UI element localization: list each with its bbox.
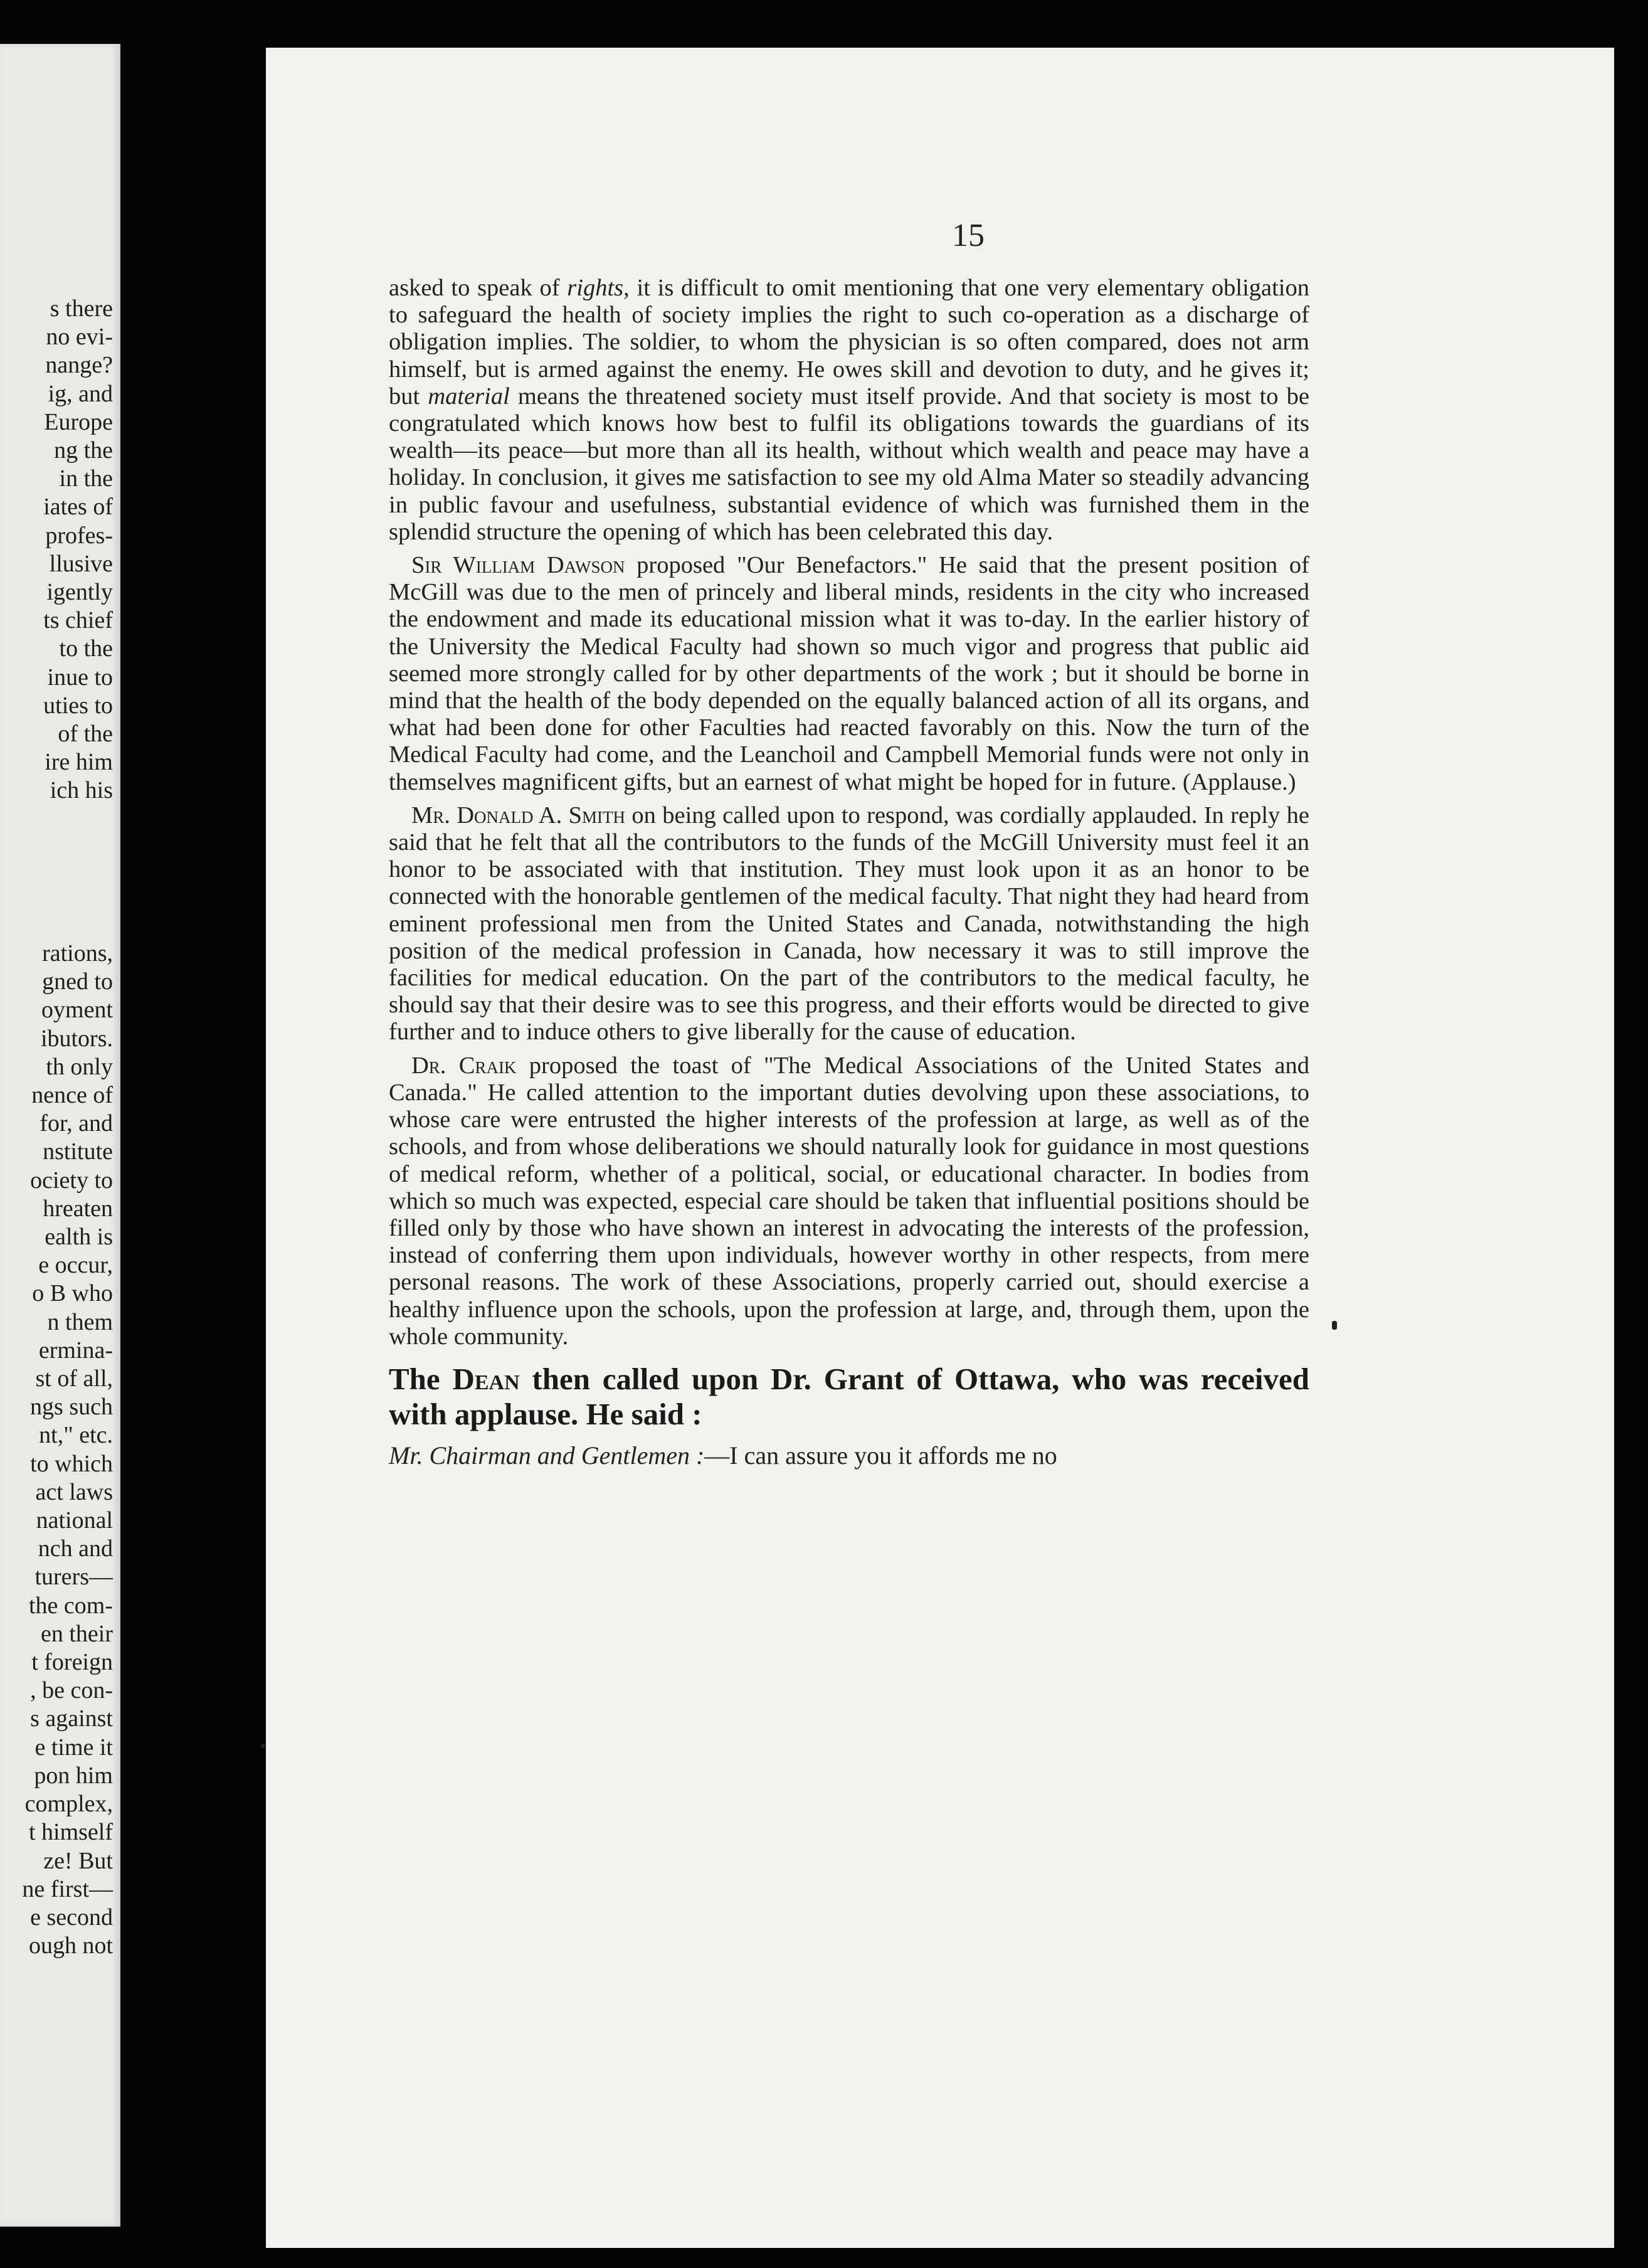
book-gutter xyxy=(120,25,266,2245)
scan-dot xyxy=(261,1744,265,1748)
facing-page-line: ociety to xyxy=(30,1167,113,1194)
facing-page-line: to the xyxy=(59,635,113,662)
facing-page-line: ough not xyxy=(28,1932,113,1959)
facing-page-line: ne first— xyxy=(22,1875,113,1902)
paragraph-toast-reply: asked to speak of rights, it is difficult to omit mentioning that one very elementary obligation to safeguard the health of society implies the right to such co-operation as a discharge of obligation implies. The soldier, to whom the physician is so often compared, does not arm himself, but is armed against the enemy. He owes skill and devotion to duty, and he gives it; but material means the threatened society must itself provide. And that society is most to be congratulated which knows how best to fulfil its obligations towards the guardians of its wealth—its peace—but more than all its health, without which wealth and peace may have a holiday. In conclusion, it gives me satisfaction to see my old Alma Mater so steadily advancing in public favour and usefulness, substantial evidence of which was furnished them in the splendid structure the opening of which has been celebrated this day. xyxy=(389,275,1310,545)
facing-page-line: s there xyxy=(50,295,113,322)
speaker-name: Dr. Craik xyxy=(411,1052,517,1079)
facing-page-line: national xyxy=(36,1507,113,1534)
facing-page-line: Europe xyxy=(44,408,113,435)
facing-page-line: ig, and xyxy=(48,380,113,407)
page-number: 15 xyxy=(952,218,985,253)
facing-page-line: hreaten xyxy=(43,1195,113,1222)
facing-page-line: nch and xyxy=(38,1535,113,1562)
facing-page-line: complex, xyxy=(24,1791,113,1818)
paragraph-dean-announcement: The Dean then called upon Dr. Grant of Ottawa, who was received with applause. He said : xyxy=(389,1361,1310,1431)
paragraph-craik: Dr. Craik proposed the toast of "The Medical Associations of the United States and Canada." He called attention to the important duties devolving upon these associations, to whose care were entrusted the higher interests of the profession at large, as well as of the schools, and from whose deliberations we should naturally look for guidance in most questions of medical reform, whether of a political, social, or educational character. In bodies from which so much was expected, especial care should be taken that influential positions should be filled only by those who have shown an interest in advocating the interests of the profession, instead of conferring them upon individuals, however worthy in other respects, from mere personal reasons. The work of these Associations, properly carried out, should exercise a healthy influence upon the schools, upon the profession at large, and, through them, upon the whole community. xyxy=(389,1052,1309,1350)
salutation: Mr. Chairman and Gentlemen : xyxy=(389,1441,705,1470)
facing-page-line: e second xyxy=(30,1904,113,1931)
facing-page-line: rations, xyxy=(42,940,113,967)
facing-page-line: pon him xyxy=(34,1762,113,1789)
facing-page-line: the com- xyxy=(28,1592,113,1619)
speaker-name: Mr. Donald A. Smith xyxy=(411,802,625,829)
facing-page-line: ts chief xyxy=(43,607,113,634)
facing-page-line: nange? xyxy=(45,352,113,379)
facing-page-line: uties to xyxy=(43,692,113,719)
dean-title: Dean xyxy=(452,1361,520,1396)
facing-page-line: t himself xyxy=(28,1819,113,1846)
facing-page-line: ire him xyxy=(45,749,113,776)
facing-page-line: ze! But xyxy=(43,1847,113,1874)
facing-page-line: profes- xyxy=(45,522,113,549)
facing-page-line: llusive xyxy=(49,550,113,577)
facing-page-line: inue to xyxy=(47,664,113,691)
facing-page-line: gned to xyxy=(42,968,113,995)
facing-page-line: nence of xyxy=(31,1082,113,1109)
facing-page-line: turers— xyxy=(34,1564,113,1591)
facing-page-line: for, and xyxy=(40,1110,113,1137)
facing-page-line: nstitute xyxy=(43,1138,113,1165)
facing-page-line: in the xyxy=(59,465,113,492)
facing-page-line: ich his xyxy=(50,777,113,804)
facing-page-line: iates of xyxy=(43,494,113,521)
facing-page-line: of the xyxy=(58,721,113,748)
speaker-name: Sir William Dawson xyxy=(411,552,625,579)
facing-page-line: t foreign xyxy=(31,1649,113,1676)
facing-page-line: e occur, xyxy=(38,1252,113,1279)
scan-mark xyxy=(1332,1321,1337,1330)
facing-page-line: ealth is xyxy=(45,1224,113,1251)
facing-page-line: ng the xyxy=(54,437,113,464)
facing-page-line: th only xyxy=(46,1053,113,1080)
facing-page-line: , be con- xyxy=(30,1677,113,1704)
facing-page-text-top xyxy=(43,295,113,805)
facing-page-line: oyment xyxy=(41,997,113,1024)
facing-page-line: nt," etc. xyxy=(39,1422,113,1449)
facing-page-line: n them xyxy=(47,1308,113,1335)
paragraph-dawson: Sir William Dawson proposed "Our Benefactors." He said that the present position of McGill was due to the men of princely and liberal minds, residents in the city who increased the endowment and made its educational mission what it was to-day. In the earlier history of the University the Medical Faculty had shown so much vigor and progress that public aid seemed more strongly called for by other departments of the work ; but it should be borne in mind that the health of the body depended on the equally balanced action of all its organs, and what had been done for other Faculties had reacted favorably on this. Now the turn of the Medical Faculty had come, and the Leanchoil and Campbell Memorial funds were not only in themselves magnificent gifts, but an earnest of what might be hoped for in future. (Applause.) xyxy=(389,552,1309,795)
facing-page-edge xyxy=(0,44,120,2227)
facing-page-line: s against xyxy=(30,1705,113,1732)
emphasis-material: material xyxy=(428,383,510,410)
facing-page-line: en their xyxy=(40,1620,113,1647)
facing-page-line: ibutors. xyxy=(40,1025,113,1052)
facing-page-line: act laws xyxy=(35,1478,113,1505)
facing-page-text-bottom xyxy=(22,940,113,1960)
facing-page-line: ermina- xyxy=(38,1337,113,1364)
paragraph-smith: Mr. Donald A. Smith on being called upon to respond, was cordially applauded. In reply he said that he felt that all the contributors to the funds of the McGill University must feel it an honor to be associated with that institution. They must look upon it as an honor to be connected with the honorable gentlemen of the medical faculty. That night they had heard from eminent professional men from the United States and Canada, notwithstanding the high position of the medical profession in Canada, how necessary it was to still improve the facilities for medical education. On the part of the contributors to the medical faculty, he should say that their desire was to see this progress, and their efforts would be directed to give further and to induce others to give liberally for the cause of education. xyxy=(389,802,1309,1046)
facing-page-line: no evi- xyxy=(46,324,113,351)
facing-page-line: e time it xyxy=(34,1734,113,1761)
paragraph-grant-speech: Mr. Chairman and Gentlemen :—I can assure you it affords me no xyxy=(389,1441,1057,1470)
facing-page-line: st of all, xyxy=(35,1365,113,1392)
facing-page-line: ngs such xyxy=(30,1394,113,1421)
facing-page-line: to which xyxy=(30,1450,113,1477)
book-page xyxy=(266,48,1614,2248)
emphasis-rights: rights xyxy=(567,275,624,301)
facing-page-line: o B who xyxy=(32,1280,113,1307)
page-body xyxy=(389,275,1309,1475)
facing-page-line: igently xyxy=(46,579,113,606)
